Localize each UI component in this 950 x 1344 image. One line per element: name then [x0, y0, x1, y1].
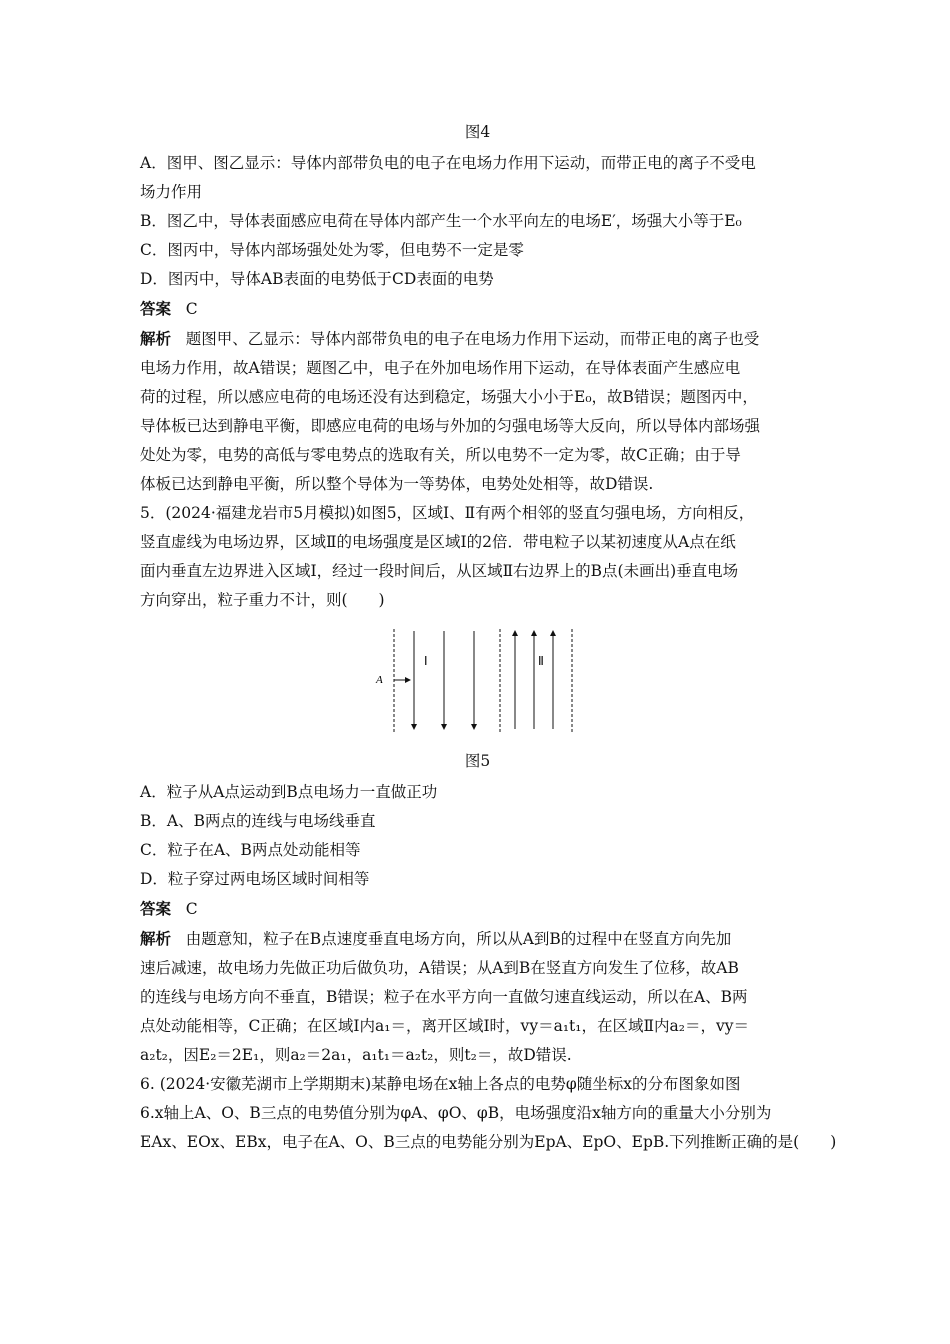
q5-analysis-label: 解析 — [140, 929, 172, 948]
q4-analysis-line: 荷的过程，所以感应电荷的电场还没有达到稳定，场强大小小于E₀，故B错误；题图丙中， — [140, 388, 758, 406]
region-2-label: Ⅱ — [538, 654, 544, 668]
q5-stem-line: 面内垂直左边界进入区域Ⅰ，经过一段时间后，从区域Ⅱ右边界上的B点(未画出)垂直电场 — [140, 562, 739, 580]
q6-stem-line: 6. (2024·安徽芜湖市上学期期末)某静电场在x轴上各点的电势φ随坐标x的分布图象如图 — [140, 1075, 741, 1093]
q4-answer-label: 答案 — [140, 299, 172, 318]
q5-stem-line: 5．(2024·福建龙岩市5月模拟)如图5，区域Ⅰ、Ⅱ有两个相邻的竖直匀强电场，方向相反， — [140, 504, 755, 522]
q5-option-d: D．粒子穿过两电场区域时间相等 — [140, 870, 370, 888]
q4-analysis-line: 导体板已达到静电平衡，即感应电荷的电场与外加的匀强电场等大反向，所以导体内部场强 — [140, 417, 761, 435]
q4-option-a-line2: 场力作用 — [140, 183, 203, 201]
q5-analysis-line: 速后减速，故电场力先做正功后做负功，A错误；从A到B在竖直方向发生了位移，故AB — [140, 959, 739, 977]
q4-analysis — [140, 324, 815, 499]
q4-analysis-line: 体板已达到静电平衡，所以整个导体为一等势体，电势处处相等，故D错误. — [140, 475, 654, 493]
q6-stem — [140, 1070, 837, 1157]
q4-analysis-line: 处处为零，电势的高低与零电势点的选取有关，所以电势不一定为零，故C正确；由于导 — [140, 446, 741, 464]
q4-answer — [140, 294, 815, 324]
q5-options — [140, 778, 815, 894]
field-lines-svg — [372, 623, 592, 735]
q4-analysis-text: 题图甲、乙显示：导体内部带负电的电子在电场力作用下运动，而带正电的离子也受 — [185, 330, 760, 348]
point-a-label: A — [376, 674, 383, 686]
q4-options — [140, 149, 815, 294]
q5-answer — [140, 894, 815, 924]
q5-option-b: B．A、B两点的连线与电场线垂直 — [140, 812, 376, 830]
q5-option-c: C．粒子在A、B两点处动能相等 — [140, 841, 361, 859]
q5-analysis-line: 的连线与电场方向不垂直，B错误；粒子在水平方向一直做匀速直线运动，所以在A、B两 — [140, 988, 748, 1006]
q4-analysis-line: 电场力作用，故A错误；题图乙中，电子在外加电场作用下运动，在导体表面产生感应电 — [140, 359, 741, 377]
q5-answer-label: 答案 — [140, 899, 172, 918]
q5-option-a: A．粒子从A点运动到B点电场力一直做正功 — [140, 783, 438, 801]
q4-option-b: B．图乙中，导体表面感应电荷在导体内部产生一个水平向左的电场E′，场强大小等于E₀ — [140, 212, 742, 230]
q5-analysis-line: a₂t₂，因E₂＝2E₁，则a₂＝2a₁，a₁t₁＝a₂t₂，则t₂＝，故D错误. — [140, 1046, 572, 1064]
q6-stem-line: EAx、EOx、EBx，电子在A、O、B三点的电势能分别为EpA、EpO、EpB.下列推断正确的是( ) — [140, 1133, 837, 1151]
q5-analysis — [140, 924, 815, 1070]
document-page — [140, 118, 837, 1157]
q5-stem-line: 方向穿出，粒子重力不计，则( ) — [140, 591, 385, 609]
q4-analysis-line — [140, 324, 815, 354]
q5-answer-value: C — [185, 900, 198, 918]
figure-5-caption: 图5 — [464, 752, 491, 770]
q4-analysis-label: 解析 — [140, 329, 172, 348]
q5-stem-line: 竖直虚线为电场边界，区域Ⅱ的电场强度是区域Ⅰ的2倍．带电粒子以某初速度从A点在纸 — [140, 533, 736, 551]
q4-option-d: D．图丙中，导体AB表面的电势低于CD表面的电势 — [140, 270, 494, 288]
figure-5-electric-field-diagram — [140, 623, 815, 741]
q5-stem — [140, 499, 815, 615]
q5-analysis-line — [140, 924, 815, 954]
q5-analysis-line: 点处动能相等，C正确；在区域Ⅰ内a₁＝，离开区域Ⅰ时，vy＝a₁t₁，在区域Ⅱ内a₂＝，vy＝ — [140, 1017, 749, 1035]
figure-4-caption: 图4 — [464, 123, 491, 141]
q4-answer-value: C — [185, 300, 198, 318]
region-1-label: Ⅰ — [424, 654, 428, 668]
q4-option-a-line1: A．图甲、图乙显示：导体内部带负电的电子在电场力作用下运动，而带正电的离子不受电 — [140, 154, 756, 172]
q6-stem-line: 6.x轴上A、O、B三点的电势值分别为φA、φO、φB，电场强度沿x轴方向的重量大小分别为 — [140, 1104, 772, 1122]
q5-analysis-text: 由题意知，粒子在B点速度垂直电场方向，所以从A到B的过程中在竖直方向先加 — [185, 930, 732, 948]
q4-option-c: C．图丙中，导体内部场强处处为零，但电势不一定是零 — [140, 241, 524, 259]
